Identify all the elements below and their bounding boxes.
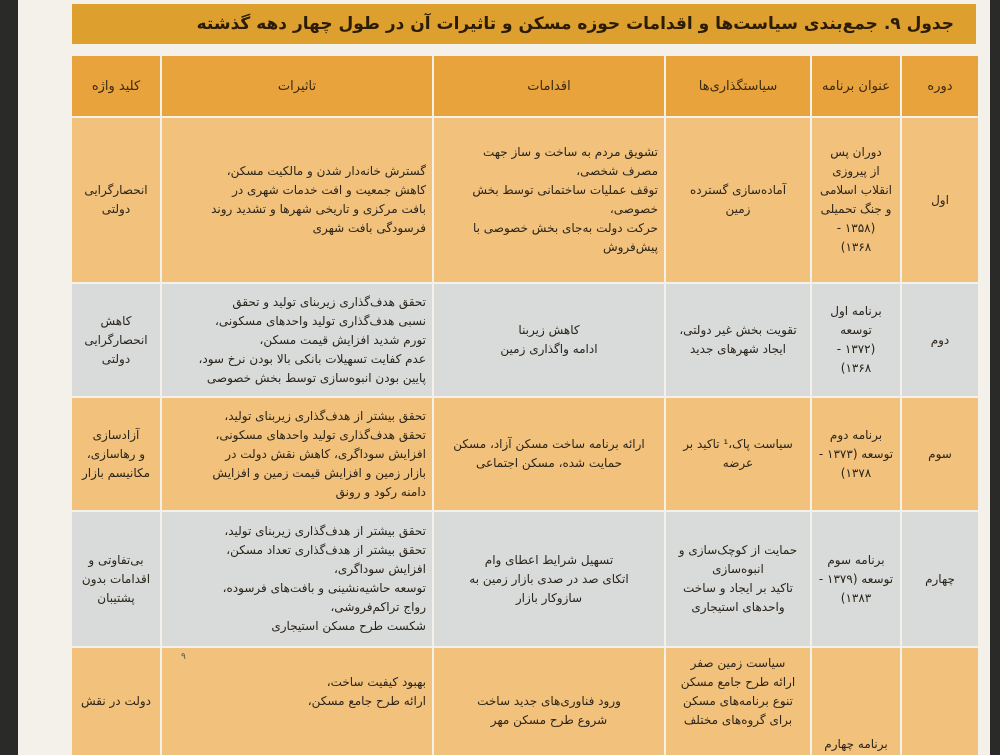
header-period: دوره (901, 55, 979, 117)
cell-keyword: آزادسازی و رهاسازی، مکانیسم بازار (71, 397, 161, 511)
cell-actions: ارائه برنامه ساخت مسکن آزاد، مسکن حمایت شده، مسکن اجتماعی (433, 397, 665, 511)
header-program: عنوان برنامه (811, 55, 901, 117)
cell-program: برنامه سوم توسعه (۱۳۷۹ - ۱۳۸۳) (811, 511, 901, 647)
cell-actions: کاهش زیربنا ادامه واگذاری زمین (433, 283, 665, 397)
cell-effects: تحقق بیشتر از هدف‌گذاری زیربنای تولید، تحقق بیشتر از هدف‌گذاری تعداد مسکن، افزایش سوداگری، توسعه حاشیه‌نشینی و بافت‌های فرسوده، رواج تراکم‌فروشی، شکست طرح مسکن استیجاری (161, 511, 433, 647)
table-row (71, 647, 979, 755)
cell-program: برنامه چهارم (811, 647, 901, 755)
cell-actions: تسهیل شرایط اعطای وام اتکای صد در صدی بازار زمین به سازوکار بازار (433, 511, 665, 647)
document-page (18, 0, 990, 755)
cell-effects: بهبود کیفیت ساخت، ارائه طرح جامع مسکن، (161, 647, 433, 755)
cell-keyword: انحصارگرایی دولتی (71, 117, 161, 283)
table-row (71, 117, 979, 283)
cell-period: چهارم (901, 511, 979, 647)
cell-period (901, 647, 979, 755)
cell-period: دوم (901, 283, 979, 397)
cell-policies: آماده‌سازی گسترده زمین (665, 117, 811, 283)
policy-table (70, 54, 980, 755)
table-row (71, 397, 979, 511)
caption-text: جدول ۹. جمع‌بندی سیاست‌ها و اقدامات حوزه مسکن و تاثیرات آن در طول چهار دهه گذشته (196, 14, 954, 34)
cell-keyword: بی‌تفاوتی و اقدامات بدون پشتیبان (71, 511, 161, 647)
header-effects: تاثیرات (161, 55, 433, 117)
cell-period: اول (901, 117, 979, 283)
header-policies: سیاستگذاری‌ها (665, 55, 811, 117)
cell-program: برنامه دوم توسعه (۱۳۷۳ - ۱۳۷۸) (811, 397, 901, 511)
cell-actions: تشویق مردم به ساخت و ساز جهت مصرف شخصی، توقف عملیات ساختمانی توسط بخش خصوصی، حرکت دولت به‌جای بخش خصوصی با پیش‌فروش (433, 117, 665, 283)
table-row (71, 283, 979, 397)
cell-policies: تقویت بخش غیر دولتی، ایجاد شهرهای جدید (665, 283, 811, 397)
cell-actions: ورود فناوری‌های جدید ساخت شروع طرح مسکن مهر (433, 647, 665, 755)
cell-effects: تحقق هدف‌گذاری زیربنای تولید و تحقق نسبی هدف‌گذاری تولید واحدهای مسکونی، تورم شدید افزایش قیمت مسکن، عدم کفایت تسهیلات بانکی بالا بودن نرخ سود، پایین بودن انبوه‌سازی توسط بخش خصوصی (161, 283, 433, 397)
table-caption (72, 4, 976, 44)
page-mark: ۹ (181, 652, 186, 662)
cell-keyword: کاهش انحصارگرایی دولتی (71, 283, 161, 397)
cell-policies: حمایت از کوچک‌سازی و انبوه‌سازی تاکید بر ایجاد و ساخت واحدهای استیجاری (665, 511, 811, 647)
cell-effects: گسترش خانه‌دار شدن و مالکیت مسکن، کاهش جمعیت و افت خدمات شهری در بافت مرکزی و تاریخی شهرها و تشدید روند فرسودگی بافت شهری (161, 117, 433, 283)
header-actions: اقدامات (433, 55, 665, 117)
cell-effects: تحقق بیشتر از هدف‌گذاری زیربنای تولید، تحقق هدف‌گذاری تولید واحدهای مسکونی، افزایش سوداگری، کاهش نقش دولت در بازار زمین و افزایش قیمت زمین و افزایش دامنه رکود و رونق (161, 397, 433, 511)
cell-program: برنامه اول توسعه (۱۳۷۲ - ۱۳۶۸) (811, 283, 901, 397)
cell-period: سوم (901, 397, 979, 511)
cell-policies: سیاست زمین صفر ارائه طرح جامع مسکن تنوع برنامه‌های مسکن برای گروه‌های مختلف (665, 647, 811, 755)
cell-program: دوران پس از پیروزی انقلاب اسلامی و جنگ تحمیلی (۱۳۵۸ - ۱۳۶۸) (811, 117, 901, 283)
cell-keyword: دولت در نقش (71, 647, 161, 755)
cell-policies: سیاست پاک،¹ تاکید بر عرضه (665, 397, 811, 511)
header-row (71, 55, 979, 117)
header-keyword: کلید واژه (71, 55, 161, 117)
table-row (71, 511, 979, 647)
